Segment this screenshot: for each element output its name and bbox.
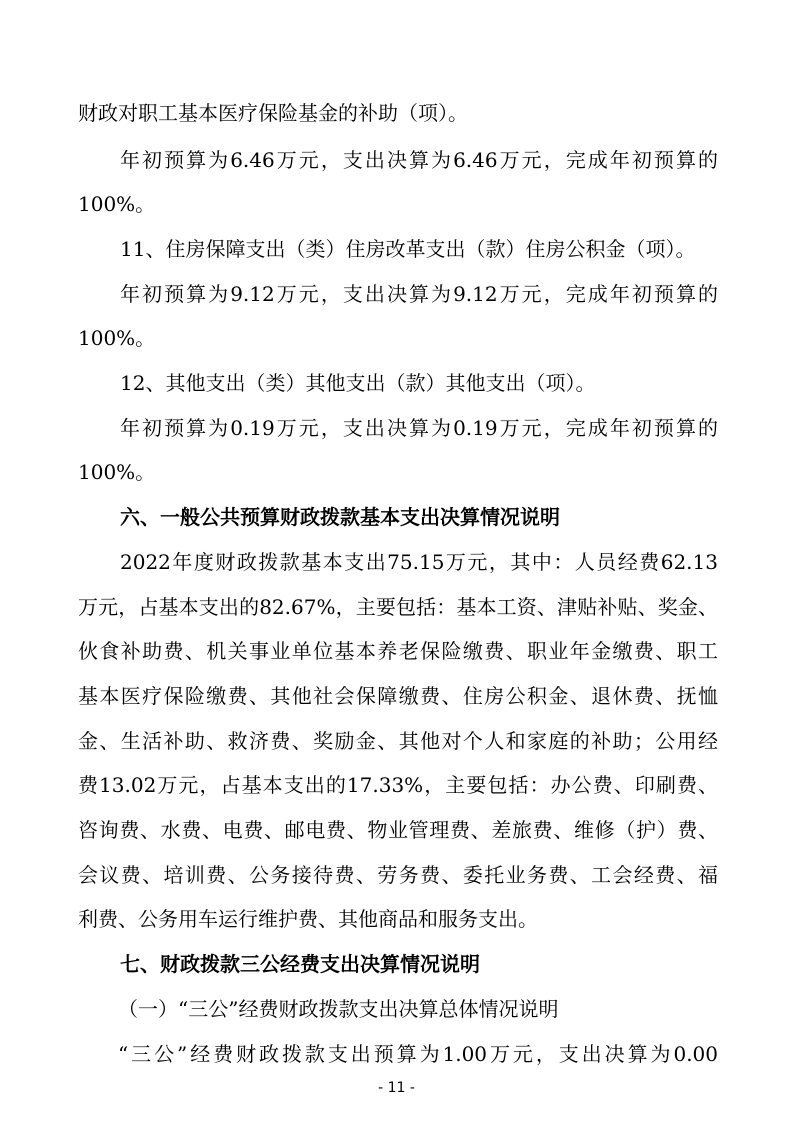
subsection-heading: （一）“三公”经费财政拨款支出决算总体情况说明	[118, 997, 559, 1021]
paragraph-line: 会议费、培训费、公务接待费、劳务费、委托业务费、工会经费、福	[78, 863, 718, 887]
paragraph-line: 2022年度财政拨款基本支出75.15万元，其中：人员经费62.13	[120, 550, 718, 574]
paragraph-line: 100%。	[78, 192, 156, 216]
section-heading: 七、财政拨款三公经费支出决算情况说明	[120, 952, 480, 976]
paragraph-line: 费13.02万元，占基本支出的17.33%，主要包括：办公费、印刷费、	[78, 773, 718, 797]
paragraph-line: 12、其他支出（类）其他支出（款）其他支出（项）。	[120, 371, 596, 395]
paragraph-line: 万元，占基本支出的82.67%，主要包括：基本工资、津贴补贴、奖金、	[78, 595, 718, 619]
paragraph-line: 年初预算为6.46万元，支出决算为6.46万元，完成年初预算的	[120, 148, 718, 172]
section-heading: 六、一般公共预算财政拨款基本支出决算情况说明	[120, 505, 560, 529]
paragraph-line: 100%。	[78, 326, 156, 350]
page-number: - 11 -	[378, 1080, 415, 1096]
paragraph-line: 利费、公务用车运行维护费、其他商品和服务支出。	[78, 907, 538, 931]
paragraph-line: 11、住房保障支出（类）住房改革支出（款）住房公积金（项）。	[120, 237, 696, 261]
paragraph-line: 年初预算为0.19万元，支出决算为0.19万元，完成年初预算的	[120, 416, 718, 440]
paragraph-line: 100%。	[78, 460, 156, 484]
paragraph-line: 年初预算为9.12万元，支出决算为9.12万元，完成年初预算的	[120, 282, 718, 306]
paragraph-line: 咨询费、水费、电费、邮电费、物业管理费、差旅费、维修（护）费、	[78, 818, 718, 842]
paragraph-line: 财政对职工基本医疗保险基金的补助（项）。	[78, 101, 468, 125]
paragraph-line: 伙食补助费、机关事业单位基本养老保险缴费、职业年金缴费、职工	[78, 639, 718, 663]
paragraph-line: “三公”经费财政拨款支出预算为1.00万元，支出决算为0.00	[118, 1042, 718, 1066]
paragraph-line: 基本医疗保险缴费、其他社会保障缴费、住房公积金、退休费、抚恤	[78, 684, 718, 708]
paragraph-line: 金、生活补助、救济费、奖励金、其他对个人和家庭的补助；公用经	[78, 729, 718, 753]
